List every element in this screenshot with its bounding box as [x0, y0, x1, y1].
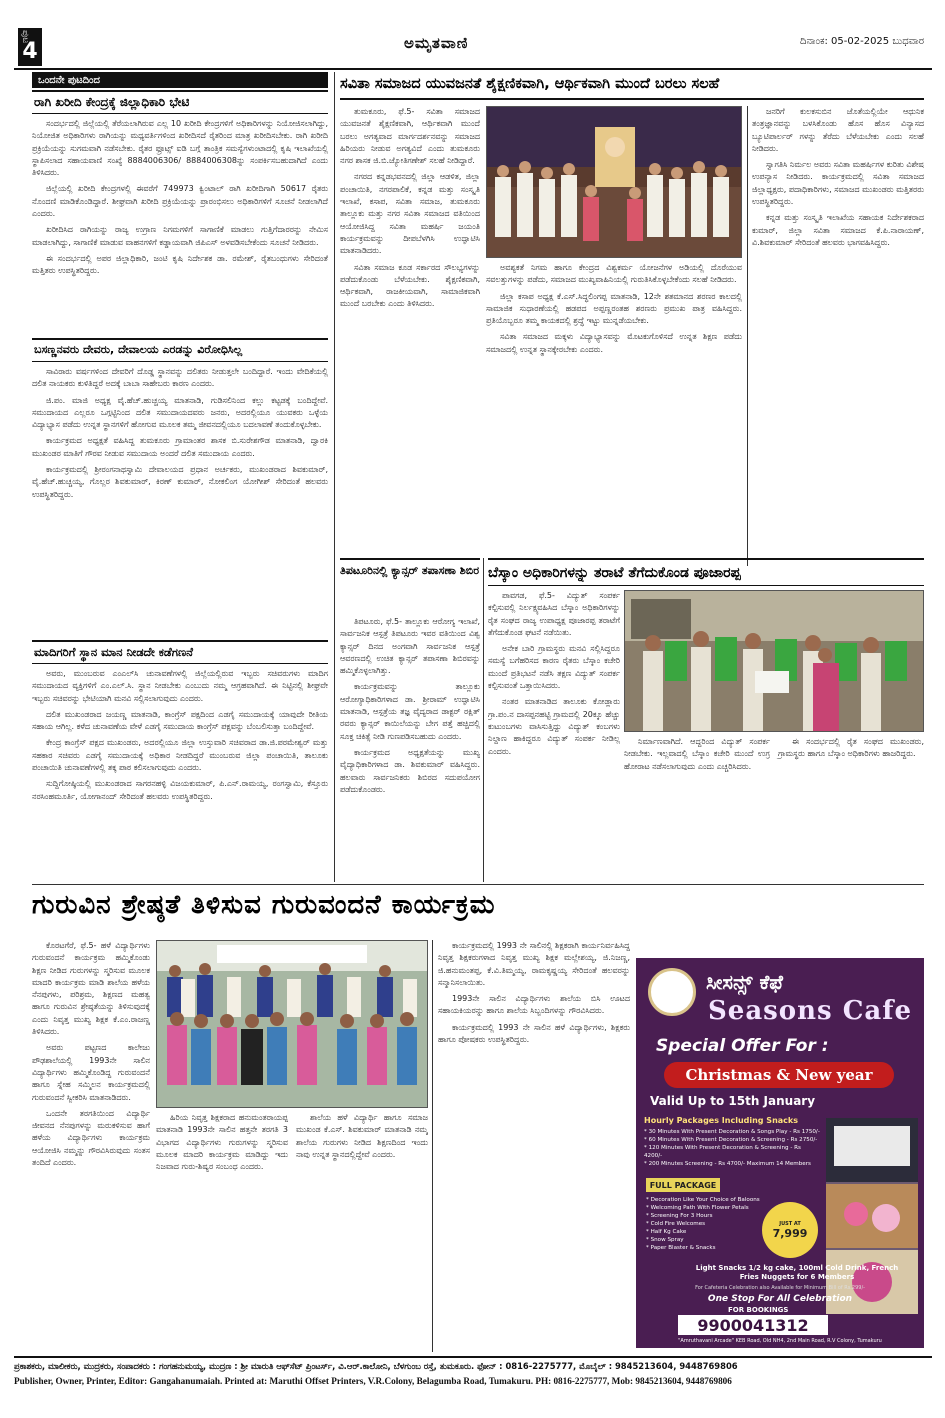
- paragraph: ಅವಶ್ಯಕತೆ ನಿಗಮ ಹಾಗೂ ಕೇಂದ್ರದ ವಿಶ್ವಕರ್ಮ ಯೋಜನೆಗಳ ಅಡಿಯಲ್ಲಿ ದೊರೆಯುವ ಸವಲತ್ತುಗಳನ್ನು ಪಡೆದು, ಸಮಾಜದ ಮುಖ್ಯವಾಹಿನಿಯಲ್ಲಿ ಗುರುತಿಸಿಕೊಳ್ಳಬೇಕೆಂದು ಸಲಹೆ ನೀಡಿದರು.: [486, 263, 742, 285]
- guru-body-right: [438, 940, 630, 1352]
- ad-address: "Amruthavani Arcade" KEB Road, Old NH4, 2nd Main Road, R.V Colony, Tumakuru: [678, 1338, 882, 1344]
- ad-full-item: * Snow Spray: [646, 1237, 684, 1243]
- ad-cafeteria-note: For Cafeteria Celebration also Available for Minimum Bill of Rs.299/-: [695, 1285, 865, 1291]
- paragraph: ಕನ್ನಡ ಮತ್ತು ಸಂಸ್ಕೃತಿ ಇಲಾಖೆಯ ಸಹಾಯಕ ನಿರ್ದೇಶಕರಾದ ಕುಮಾರ್, ಜಿಲ್ಲಾ ಸವಿತಾ ಸಮಾಜದ ಕೆ.ಪಿ.ನಾರಾಯಣ್, ವಿ.ಶಿವಕುಮಾರ್ ಸೇರಿದಂತೆ ಹಲವರು ಭಾಗವಹಿಸಿದ್ದರು.: [752, 213, 924, 247]
- basanna-body: [32, 366, 328, 638]
- ad-package-item: * 200 Minutes Screening - Rs 4700/- Maximum 14 Members: [644, 1161, 811, 1167]
- paragraph: ಅನೇಕ ಬಾರಿ ಗ್ರಾಮಸ್ಥರು ಮನವಿ ಸಲ್ಲಿಸಿದ್ದರೂ ಸಮಸ್ಯೆ ಬಗೆಹರಿಸದ ಕಾರಣ ರೈತರು ಬೆಸ್ಕಾಂ ಕಚೇರಿ ಮುಂದೆ ಪ್ರತಿಭಟನೆ ನಡೆಸಿ ತಕ್ಷಣ ವಿದ್ಯುತ್ ಸಂಪರ್ಕ ಕಲ್ಪಿಸುವಂತೆ ಒತ್ತಾಯಿಸಿದರು.: [488, 644, 620, 691]
- paragraph: ಜಿಲ್ಲಾ ಕಸಾಪ ಅಧ್ಯಕ್ಷ ಕೆ.ಎಸ್.ಸಿದ್ಧಲಿಂಗಪ್ಪ ಮಾತನಾಡಿ, 12ನೇ ಶತಮಾನದ ಶರಣರ ಕಾಲದಲ್ಲಿ ಸಾಮಾಜಿಕ ಸುಧಾರಣೆಯಲ್ಲಿ ಹಡಪದ ಅಪ್ಪಣ್ಣರಂತಹ ಶರಣರು ಪ್ರಮುಖ ಪಾತ್ರ ವಹಿಸಿದ್ದರು. ಪ್ರತಿಯೊಬ್ಬರೂ ತಮ್ಮ ಕಾಯಕದಲ್ಲಿ ಶ್ರದ್ಧೆ ಇಟ್ಟು ಮುನ್ನಡೆಯಬೇಕು.: [486, 291, 742, 326]
- paragraph: ಸಂದರ್ಭದಲ್ಲಿ ಜಿಲ್ಲೆಯಲ್ಲಿ ತೆರೆಯಲಾಗಿರುವ ಎಲ್ಲ 10 ಖರೀದಿ ಕೇಂದ್ರಗಳಿಗೆ ಅಧಿಕಾರಿಗಳನ್ನು ನಿಯೋಜಿಸಲಾಗಿದ್ದು, ನಿಯೋಜಿತ ಅಧಿಕಾರಿಗಳು ರಾಗಿಯನ್ನು ಮಧ್ಯವರ್ತಿಗಳಿಂದ ಖರೀದಿಸದೆ ರೈತರಿಂದ ಮಾತ್ರ ಖರೀದಿಸಬೇಕು. ರಾಗಿ ಖರೀದಿ ಪ್ರಕ್ರಿಯೆಯನ್ನು ಸುಗಮವಾಗಿ ನಡೆಸಬೇಕು. ರೈತರ ಫ್ರೂಟ್ಸ್ ಐಡಿ ಬಗ್ಗೆ ತಾಂತ್ರಿಕ ಸಮಸ್ಯೆಗಳುಂಟಾದಲ್ಲಿ ಕೃಷಿ ಇಲಾಖೆಯಲ್ಲಿ ಸ್ಥಾಪಿಸಲಾದ ಸಹಾಯವಾಣಿ ಸಂಖ್ಯೆ 8884006306/ 8884006308ನ್ನು ಸಂಪರ್ಕಿಸಬಹುದಾಗಿದೆ ಎಂದು ತಿಳಿಸಿದರು.: [32, 119, 328, 178]
- savitha-body-mid: [486, 262, 742, 554]
- ad-price-badge: [762, 1202, 818, 1258]
- seasons-cafe-ad: [636, 958, 924, 1348]
- paragraph: ಸುದ್ದಿಗೋಷ್ಠಿಯಲ್ಲಿ ಮುಖಂಡರಾದ ಸಾಗರನಹಳ್ಳಿ ವಿಜಯಕುಮಾರ್, ಪಿ.ಎನ್.ರಾಮಯ್ಯ, ರಂಗಸ್ವಾಮಿ, ಕೆಸ್ತೂರು ನರಸಿಂಹಮೂರ್ತಿ, ಯೋಗಾನಂದ್ ಸೇರಿದಂತೆ ಹಲವರು ಉಪಸ್ಥಿತರಿದ್ದರು.: [32, 779, 328, 801]
- continued-kicker: [32, 72, 328, 88]
- column-divider: [483, 558, 484, 882]
- bescom-body-right: [624, 736, 924, 882]
- paragraph: ಅವರು ಪಟ್ಟಣದ ಕಾಲೇಜು ಪೌಢಶಾಲೆಯಲ್ಲಿ 1993ನೇ ಸಾಲಿನ ವಿದ್ಯಾರ್ಥಿಗಳು ಹಮ್ಮಿಕೊಂಡಿದ್ದ ಗುರುವಂದನೆ ಹಾಗೂ ಸ್ನೇಹ ಸಮ್ಮಿಲನ ಕಾರ್ಯಕ್ರಮದಲ್ಲಿ ಗುರುವಂದನೆ ಸ್ವೀಕರಿಸಿ ಮಾತನಾಡಿದರು.: [32, 1043, 150, 1102]
- paragraph: ಶಾಲೆಯ ಹಳೆ ವಿದ್ಯಾರ್ಥಿ ಹಾಗೂ ಸಮಾಜ ಮುಖಂಡ ಕೆ.ಎಸ್. ಶಿವಕುಮಾರ್ ಮಾತನಾಡಿ ನಮ್ಮ ಶಾಲೆಯ ಗುರುಗಳು ನೀಡಿದ ಶಿಕ್ಷಣದಿಂದ ಇಂದು ನಾವು ಉನ್ನತ ಸ್ಥಾನದಲ್ಲಿದ್ದೇವೆ ಎಂದರು.: [296, 1113, 428, 1159]
- ragi-headline-box: [32, 90, 328, 114]
- paragraph: ಕಾರ್ಯಕ್ರಮದ ಅಧ್ಯಕ್ಷತೆಯನ್ನು ಮುಖ್ಯ ವೈದ್ಯಾಧಿಕಾರಿಗಳಾದ ಡಾ. ಶಿವಕುಮಾರ್ ವಹಿಸಿದ್ದರು. ಹಲವಾರು ಸಾರ್ವಜನಿಕರು ಶಿಬಿರದ ಸದುಪಯೋಗ ಪಡೆದುಕೊಂಡರು.: [340, 747, 480, 794]
- paragraph: ಈ ಸಂದರ್ಭದಲ್ಲಿ ರೈತ ಸಂಘದ ಮುಖಂಡರು, ಗ್ರಾಮಸ್ಥರು ಹಾಗೂ ಬೆಸ್ಕಾಂ ಅಧಿಕಾರಿಗಳು ಹಾಜರಿದ್ದರು.: [778, 737, 924, 759]
- section-rule: [32, 884, 924, 885]
- basanna-headline: ಬಸಣ್ಣನವರು ದೇವರು, ದೇವಾಲಯ ಎರಡನ್ನು ವಿರೋಧಿಸಿಲ್ಲ: [34, 343, 243, 356]
- madiga-headline: ಮಾದಿಗರಿಗೆ ಸ್ಥಾನ ಮಾನ ನೀಡದೇ ಕಡೆಗಣನೆ: [34, 645, 193, 659]
- guru-body-left: [32, 940, 150, 1352]
- paragraph: ಸ್ವಾಗತಿಸಿ ನಿರ್ಮಲ ಅವರು ಸವಿತಾ ಮಹರ್ಷಿಗಳ ಕುರಿತು ವಿಶೇಷ ಉಪನ್ಯಾಸ ನೀಡಿದರು. ಕಾರ್ಯಕ್ರಮದಲ್ಲಿ ಸವಿತಾ ಸಮಾಜದ ಜಿಲ್ಲಾಧ್ಯಕ್ಷರು, ಪದಾಧಿಕಾರಿಗಳು, ಸಮಾಜದ ಮುಖಂಡರು ಮತ್ತಿತರರು ಉಪಸ್ಥಿತರಿದ್ದರು.: [752, 160, 924, 207]
- bescom-headline-box: [488, 558, 924, 586]
- newspaper-page: [14, 20, 932, 1412]
- cafe-logo-icon: [648, 968, 696, 1016]
- ad-full-package-title: FULL PACKAGE: [646, 1178, 720, 1192]
- bescom-body-left: [488, 590, 620, 882]
- ad-packages-title: Hourly Packages Including Snacks: [644, 1116, 798, 1125]
- guru-body-mid: [156, 1112, 428, 1352]
- paragraph: ಕಾರ್ಯಕ್ರಮದಲ್ಲಿ 1993 ನೇ ಸಾಲಿನಲ್ಲಿ ಶಿಕ್ಷಕರಾಗಿ ಕಾರ್ಯನಿರ್ವಹಿಸಿದ್ದ ನಿವೃತ್ತ ಶಿಕ್ಷಕರುಗಳಾದ ನಿವೃತ್ತ ಮುಖ್ಯ ಶಿಕ್ಷಕ ಮಲ್ಲೇಶಯ್ಯ, ಜಿ.ನಿಜಣ್ಣ, ಜಿ.ಹನುಮಂತಪ್ಪ, ಕೆ.ವಿ.ತಿಮ್ಮಯ್ಯ, ರಾಮಕೃಷ್ಣಯ್ಯ ಸೇರಿದಂತೆ ಹಲವರನ್ನು ಸನ್ಮಾನಿಸಲಾಯಿತು.: [438, 941, 630, 987]
- madiga-body: [32, 668, 328, 880]
- guru-headline: ಗುರುವಿನ ಶ್ರೇಷ್ಠತೆ ತಿಳಿಸುವ ಗುರುವಂದನೆ ಕಾರ್ಯಕ್ರಮ: [32, 890, 496, 920]
- madiga-headline-box: [32, 640, 328, 664]
- paragraph: ಕೇಂದ್ರ ಕಾಂಗ್ರೆಸ್ ಪಕ್ಷದ ಮುಖಂಡರು, ಅದರಲ್ಲಿಯೂ ಜಿಲ್ಲಾ ಉಸ್ತುವಾರಿ ಸಚಿವರಾದ ಡಾ.ಜಿ.ಪರಮೇಶ್ವರ್ ಮತ್ತು ಸಹಕಾರ ಸಚಿವರು ಎಡಗೈ ಸಮುದಾಯಕ್ಕೆ ಅಧಿಕಾರ ನೀಡದಿದ್ದರೆ ಮುಂಬರುವ ಜಿಲ್ಲಾ ಪಂಚಾಯಿತಿ, ತಾಲೂಕು ಪಂಚಾಯಿತಿ ಚುನಾವಣೆಗಳಲ್ಲಿ ತಕ್ಕ ಪಾಠ ಕಲಿಸಲಾಗುವುದು ಎಂದರು.: [32, 738, 328, 773]
- paragraph: ನಿರ್ಮಾಣವಾಗಿದೆ. ಆದ್ದರಿಂದ ವಿದ್ಯುತ್ ಸಂಪರ್ಕ ನೀಡಬೇಕು. ಇಲ್ಲವಾದಲ್ಲಿ ಬೆಸ್ಕಾಂ ಕಚೇರಿ ಮುಂದೆ ಉಗ್ರ ಹೋರಾಟ ನಡೆಸಲಾಗುವುದು ಎಂದು ಎಚ್ಚರಿಸಿದರು.: [624, 737, 770, 771]
- ad-validity: Valid Up to 15th January: [650, 1094, 816, 1108]
- savitha-event-photo: [486, 106, 742, 258]
- ad-tagline: One Stop For All Celebration: [707, 1294, 853, 1304]
- ad-full-item: * Decoration Like Your Choice of Baloons: [646, 1197, 760, 1203]
- paragraph: ಹಿರಿಯ ನಿವೃತ್ತ ಶಿಕ್ಷಕರಾದ ಹನುಮಂತರಾಯಪ್ಪ ಮಾತನಾಡಿ 1993ನೇ ಸಾಲಿನ ಹತ್ತನೇ ತರಗತಿ 3 ವಿಭಾಗದ ವಿದ್ಯಾರ್ಥಿಗಳು ಗುರುಗಳನ್ನು ಸ್ಮರಿಸುವ ಮೂಲಕ ಮಾದರಿ ಕಾರ್ಯಕ್ರಮ ಮಾಡಿದ್ದು ಇದು ನಿಜವಾದ ಗುರು-ಶಿಷ್ಯರ ಸಂಬಂಧ ಎಂದರು.: [156, 1113, 288, 1172]
- paragraph: ಒಂದನೇ ತರಗತಿಯಿಂದ ವಿದ್ಯಾರ್ಥಿ ಜೀವನದ ನೆನಪುಗಳನ್ನು ಮರುಕಳಿಸುವ ಹಾಗೆ ಹಳೆಯ ವಿದ್ಯಾರ್ಥಿಗಳು ಕಾರ್ಯಕ್ರಮ ಆಯೋಜಿಸಿ ನಮ್ಮನ್ನು ಗೌರವಿಸಿರುವುದು ಸಂತಸ ತಂದಿದೆ ಎಂದರು.: [32, 1108, 150, 1168]
- page-number: 4: [22, 39, 38, 64]
- ad-full-item: * Welcoming Path With Flower Petals: [646, 1205, 749, 1211]
- paragraph: ಕಾರ್ಯಕ್ರಮದ ಅಧ್ಯಕ್ಷತೆ ವಹಿಸಿದ್ದ ತುಮಕೂರು ಗ್ರಾಮಾಂತರ ಶಾಸಕ ಬಿ.ಸುರೇಶಗೌಡ ಮಾತನಾಡಿ, ದ್ವಾರಕಿ ಮುಖಂಡರ ಮಾತಿಗೆ ಗೌರವ ನೀಡುವ ಸಮುದಾಯ ಅಂದರೆ ದಲಿತ ಸಮುದಾಯ ಎಂದರು.: [32, 436, 328, 458]
- ad-package-item: * 60 Minutes With Present Decoration & Screening - Rs 2750/-: [644, 1137, 818, 1143]
- ad-full-item: * Paper Blaster & Snacks: [646, 1245, 716, 1251]
- imprint-footer: [14, 1356, 932, 1386]
- savitha-body-right: [752, 106, 924, 572]
- column-divider: [747, 106, 748, 566]
- paragraph: 1993ನೇ ಸಾಲಿನ ವಿದ್ಯಾರ್ಥಿಗಳು ಶಾಲೆಯ ಬಿಸಿ ಊಟದ ಸಹಾಯಕಿಯರನ್ನು ಹಾಗೂ ಶಾಲೆಯ ಸಿಬ್ಬಂದಿಗಳನ್ನು ಗೌರವಿಸಿದರು.: [438, 994, 630, 1016]
- imprint-english: Publisher, Owner, Printer, Editor: Gangahanumaiah. Printed at: Maruthi Offset Printers, V.R.Colony, Belagumba Road, Tumakuru. PH: 0816-2275777, Mob: 9845213604, 9448769806: [14, 1376, 732, 1386]
- cancer-headline: ತಿಪಟೂರಿನಲ್ಲಿ ಕ್ಯಾನ್ಸರ್ ತಪಾಸಣಾ ಶಿಬಿರ: [340, 564, 480, 577]
- ad-bookings-label: FOR BOOKINGS: [728, 1306, 789, 1314]
- paragraph: ಜಿ.ಪಂ. ಮಾಜಿ ಅಧ್ಯಕ್ಷ ವೈ.ಹೆಚ್.ಹುಚ್ಚಯ್ಯ ಮಾತನಾಡಿ, ಗುಡಿಸಲಿನಿಂದ ಕಲ್ಲು ಕಟ್ಟಡಕ್ಕೆ ಬಂದಿದ್ದೇವೆ. ಸಮುದಾಯದ ಎಲ್ಲರೂ ಒಗ್ಗಟ್ಟಿನಿಂದ ದಲಿತ ಸಮುದಾಯದವರು ಜನರು, ಅದರಲ್ಲಿಯೂ ಯುವಕರು ಒಳ್ಳೆಯ ವಿದ್ಯಾಭ್ಯಾಸ ಪಡೆದು ಉನ್ನತ ಸ್ಥಾನಗಳಿಗೆ ಹೋಗುವ ಮೂಲಕ ತಮ್ಮ ಜೀವನದಲ್ಲಿಯೂ ಬದಲಾವಣೆ ತಂದುಕೊಳ್ಳಬೇಕು.: [32, 395, 328, 430]
- paragraph: ಅವರು, ಮುಂಬರುವ ಎಂಎಲ್‌ಸಿ ಚುನಾವಣೆಗಳಲ್ಲಿ ಜಿಲ್ಲೆಯಲ್ಲಿರುವ ಇಬ್ಬರು ಸಚಿವರುಗಳು ಮಾದಿಗ ಸಮುದಾಯದ ವ್ಯಕ್ತಿಗಳಿಗೆ ಎಂ.ಎಲ್.ಸಿ. ಸ್ಥಾನ ನೀಡಬೇಕು ಎಂಬುದು ನಮ್ಮ ಆಗ್ರಹವಾಗಿದೆ. ಈ ನಿಟ್ಟಿನಲ್ಲಿ ಶೀಘ್ರವೇ ಇಬ್ಬರು ಸಚಿವರನ್ನು ಭೇಟಿಯಾಗಿ ಮನವಿ ಸಲ್ಲಿಸಲಾಗುವುದು ಎಂದರು.: [32, 669, 328, 703]
- ad-brand-english: Seasons Cafe: [708, 996, 913, 1026]
- ragi-headline: ರಾಗಿ ಖರೀದಿ ಕೇಂದ್ರಕ್ಕೆ ಜಿಲ್ಲಾಧಿಕಾರಿ ಭೇಟಿ: [34, 95, 190, 109]
- masthead: [14, 20, 932, 68]
- guru-group-photo: [156, 940, 428, 1108]
- column-divider: [432, 940, 433, 1352]
- paragraph: ನಂತರ ಮಾತನಾಡಿದ ತಾಲೂಕು ಕೋಡ್ಲಾರು ಗ್ರಾ.ಪಂ.ನ ದಾಸಪ್ಪನಹಟ್ಟಿ ಗ್ರಾಮದಲ್ಲಿ 20ಕ್ಕೂ ಹೆಚ್ಚು ಕುಟುಂಬಗಳು ವಾಸಿಸುತ್ತಿದ್ದು ವಿದ್ಯುತ್ ಕಂಬಗಳು ನಿಲ್ದಾಣ ಹಾಕಿದ್ದರೂ ವಿದ್ಯುತ್ ಸಂಪರ್ಕ ನೀಡಿಲ್ಲ ಎಂದರು.: [488, 697, 620, 756]
- paper-name: ಅಮೃತವಾಣಿ: [404, 34, 469, 52]
- cancer-body: [340, 616, 480, 882]
- ad-full-item: * Cold Fire Welcomes: [646, 1221, 706, 1227]
- dateline: ದಿನಾಂಕ: 05-02-2025 ಬುಧವಾರ: [800, 36, 924, 47]
- ad-full-item: * Screening For 3 Hours: [646, 1213, 713, 1219]
- bescom-protest-photo: [624, 590, 924, 732]
- paragraph: ದಲಿತ ಮುಖಂಡರಾದ ಜಯಣ್ಣ ಮಾತನಾಡಿ, ಕಾಂಗ್ರೆಸ್ ಪಕ್ಷದಿಂದ ಎಡಗೈ ಸಮುದಾಯಕ್ಕೆ ಯಾವುದೇ ರೀತಿಯ ಸಹಾಯ ಆಗಿಲ್ಲ. ಕಳೆದ ಚುನಾವಣೆಯ ವೇಳೆ ಎಡಗೈ ಸಮುದಾಯ ಕಾಂಗ್ರೆಸ್ ಪಕ್ಷವನ್ನು ಬೆಂಬಲಿಸುತ್ತಾ ಬಂದಿದ್ದೇವೆ.: [32, 709, 328, 732]
- guru-headline-box: [32, 886, 924, 934]
- paragraph: ಕೊರಟಗೆರೆ, ಫೆ.5- ಹಳೆ ವಿದ್ಯಾರ್ಥಿಗಳು ಗುರುವಂದನೆ ಕಾರ್ಯಕ್ರಮ ಹಮ್ಮಿಕೊಂಡು ಶಿಕ್ಷಣ ನೀಡಿದ ಗುರುಗಳನ್ನು ಸ್ಮರಿಸುವ ಮೂಲಕ ಮಾದರಿ ಕಾರ್ಯಕ್ರಮ ಮಾಡಿ ಶಾಲೆಯ ಹಳೆಯ ನೆನಪುಗಳು, ಪರಿಶ್ರಮ, ಶಿಕ್ಷಣದ ಮಹತ್ವ ಹಾಗೂ ಗುರುವಿನ ಶ್ರೇಷ್ಠತೆಯನ್ನು ತಿಳಿಸುವುದಕ್ಕೆ ಎಂದು ನಿವೃತ್ತ ಮುಖ್ಯ ಶಿಕ್ಷಕ ಕೆ.ಎಂ.ರಾಜಣ್ಣ ತಿಳಿಸಿದರು.: [32, 941, 150, 1037]
- ad-christmas-banner: Christmas & New year: [664, 1062, 894, 1088]
- paragraph: ತುಮಕೂರು, ಫೆ.5- ಸವಿತಾ ಸಮಾಜದ ಯುವಜನತೆ ಶೈಕ್ಷಣಿಕವಾಗಿ, ಆರ್ಥಿಕವಾಗಿ ಮುಂದೆ ಬರಲು ಅಗತ್ಯವಾದ ಮಾರ್ಗದರ್ಶನವನ್ನು ಸಮಾಜದ ಹಿರಿಯರು ನೀಡುವ ಅಗತ್ಯವಿದೆ ಎಂದು ತುಮಕೂರು ನಗರ ಶಾಸಕ ಜಿ.ಬಿ.ಜ್ಯೋತಿಗಣೇಶ್ ಸಲಹೆ ನೀಡಿದ್ದಾರೆ.: [340, 107, 480, 166]
- paragraph: ಕಾರ್ಯಕ್ರಮವನ್ನು ತಾಲ್ಲೂಕು ಆರೋಗ್ಯಾಧಿಕಾರಿಗಳಾದ ಡಾ. ಶ್ರೀರಾಮ್ ಉದ್ಘಾಟಿಸಿ ಮಾತನಾಡಿ, ಆಸ್ಪತ್ರೆಯ ತಜ್ಞ ವೈದ್ಯರಾದ ಡಾಕ್ಟರ್ ರಕ್ಷಿತ್ ರವರು ಕ್ಯಾನ್ಸರ್ ಕಾಯಿಲೆಯನ್ನು ಬೇಗ ಪತ್ತೆ ಹಚ್ಚಿದಲ್ಲಿ ಸೂಕ್ತ ಚಿಕಿತ್ಸೆ ನೀಡಿ ಗುಣಪಡಿಸಬಹುದು ಎಂದರು.: [340, 682, 480, 741]
- savitha-headline: ಸವಿತಾ ಸಮಾಜದ ಯುವಜನತೆ ಶೈಕ್ಷಣಿಕವಾಗಿ, ಆರ್ಥಿಕವಾಗಿ ಮುಂದೆ ಬರಲು ಸಲಹೆ: [340, 76, 720, 92]
- ad-package-item: * 30 Minutes With Present Decoration & Songs Play - Rs 1750/-: [644, 1129, 820, 1135]
- page-label: ಪುಟ: [20, 30, 30, 44]
- paragraph: ಜನರಿಗೆ ಕುಲಕಸುಬಿನ ಜೊತೆಯಲ್ಲಿಯೇ ಆಧುನಿಕ ತಂತ್ರಜ್ಞಾನವನ್ನು ಬಳಸಿಕೊಂಡು ಹೊಸ ಹೊಸ ವಿನ್ಯಾಸದ ಬ್ಯೂಟಿಪಾರ್ಲರ್ ಗಳನ್ನು ತೆರೆದು ಬೆಳೆಯಬೇಕು ಎಂದು ಸಲಹೆ ನೀಡಿದರು.: [752, 107, 924, 153]
- ragi-body: [32, 118, 328, 336]
- column-divider: [334, 72, 335, 882]
- paragraph: ಖರೀದಿಸಿದ ರಾಗಿಯನ್ನು ರಾಜ್ಯ ಉಗ್ರಾಣ ನಿಗಮಗಳಿಗೆ ಸಾಗಾಣಿಕೆ ಮಾಡಲು ಗುತ್ತಿಗೆದಾರರನ್ನು ನೇಮಿಸ ಮಾಡಲಾಗಿದ್ದು, ಸಾಗಾಣಿಕೆ ಮಾಡುವ ವಾಹನಗಳಿಗೆ ಕಡ್ಡಾಯವಾಗಿ ಜಿಪಿಎಸ್ ಅಳವಡಿಸಬೇಕೆಂದು ಸೂಚನೆ ನೀಡಿದರು.: [32, 225, 328, 247]
- ad-price-label: JUST AT: [779, 1220, 801, 1227]
- ad-brand-kannada: ಸೀಸನ್ಸ್ ಕೆಫೆ: [706, 970, 783, 994]
- paragraph: ನಗರದ ಕನ್ನಡಭವನದಲ್ಲಿ ಜಿಲ್ಲಾ ಆಡಳಿತ, ಜಿಲ್ಲಾ ಪಂಚಾಯಿತಿ, ನಗರಪಾಲಿಕೆ, ಕನ್ನಡ ಮತ್ತು ಸಂಸ್ಕೃತಿ ಇಲಾಖೆ, ಕಸಾಪ, ಸವಿತಾ ಸಮಾಜ, ತುಮಕೂರು ತಾಲ್ಲೂಕು ಮತ್ತು ನಗರ ಸವಿತಾ ಸಮಾಜದ ವತಿಯಿಂದ ಆಯೋಜಿಸಿದ್ದ ಸವಿತಾ ಮಹರ್ಷಿ ಜಯಂತಿ ಕಾರ್ಯಕ್ರಮವನ್ನು ದೀಪಬೆಳಗಿಸಿ ಉದ್ಘಾಟಿಸಿ ಮಾತನಾಡಿದರು.: [340, 172, 480, 256]
- kicker-label: ಒಂದನೇ ಪುಟದಿಂದ: [32, 72, 328, 88]
- ad-cake-offer: Light Snacks 1/2 kg cake, 100ml Cold Drink, French Fries Nuggets for 6 Members: [695, 1264, 899, 1281]
- paragraph: ತಿಪಟೂರು, ಫೆ.5- ತಾಲ್ಲೂಕು ಆರೋಗ್ಯ ಇಲಾಖೆ, ಸಾರ್ವಜನಿಕ ಆಸ್ಪತ್ರೆ ತಿಪಟೂರು ಇವರ ವತಿಯಿಂದ ವಿಶ್ವ ಕ್ಯಾನ್ಸರ್ ದಿನದ ಅಂಗವಾಗಿ ಸಾರ್ವಜನಿಕ ಆಸ್ಪತ್ರೆ ಆವರಣದಲ್ಲಿ ಉಚಿತ ಕ್ಯಾನ್ಸರ್ ತಪಾಸಣಾ ಶಿಬಿರವನ್ನು ಹಮ್ಮಿಕೊಳ್ಳಲಾಗಿತ್ತು.: [340, 617, 480, 676]
- paragraph: ಕಾರ್ಯಕ್ರಮದಲ್ಲಿ 1993 ನೇ ಸಾಲಿನ ಹಳೆ ವಿದ್ಯಾರ್ಥಿಗಳು, ಶಿಕ್ಷಕರು ಹಾಗೂ ಪೋಷಕರು ಉಪಸ್ಥಿತರಿದ್ದರು.: [438, 1022, 630, 1045]
- savitha-headline-box: [340, 70, 924, 100]
- bescom-headline: ಬೆಸ್ಕಾಂ ಅಧಿಕಾರಿಗಳನ್ನು ತರಾಟೆ ತೆಗೆದುಕೊಂಡ ಪೂಜಾರಪ್ಪ: [488, 565, 741, 581]
- paragraph: ಸಾವಿರಾರು ವರ್ಷಗಳಿಂದ ದೇವರಿಗೆ ದೊಡ್ಡ ಸ್ಥಾನವನ್ನು ದಲಿತರು ನೀಡುತ್ತಲೇ ಬಂದಿದ್ದಾರೆ. ಇಂದು ವೇದಿಕೆಯಲ್ಲಿ ದಲಿತ ನಾಯಕರು ಕುಳಿತಿದ್ದರೆ ಅದಕ್ಕೆ ಬಾಬಾ ಸಾಹೇಬರು ಕಾರಣ ಎಂದರು.: [32, 367, 328, 389]
- savitha-body-left: [340, 106, 480, 554]
- paragraph: ಸವಿತಾ ಸಮಾಜದ ಮಕ್ಕಳು ವಿದ್ಯಾಭ್ಯಾಸವನ್ನು ಮೊಟಕುಗೊಳಿಸದೆ ಉನ್ನತ ಶಿಕ್ಷಣ ಪಡೆದು ಸಮಾಜದಲ್ಲಿ ಉನ್ನತ ಸ್ಥಾನಕ್ಕೇರಬೇಕು ಎಂದರು.: [486, 332, 742, 354]
- ad-special-offer: Special Offer For :: [656, 1036, 829, 1056]
- paragraph: ಜಿಲ್ಲೆಯಲ್ಲಿ ಖರೀದಿ ಕೇಂದ್ರಗಳಲ್ಲಿ ಈವರೆಗೆ 749973 ಕ್ವಿಂಟಾಲ್ ರಾಗಿ ಖರೀದಿಗಾಗಿ 50617 ರೈತರು ನೊಂದಣಿ ಮಾಡಿಕೊಂಡಿದ್ದಾರೆ. ಶೀಘ್ರವಾಗಿ ಖರೀದಿ ಪ್ರಕ್ರಿಯೆಯನ್ನು ಪ್ರಾರಂಭಿಸಲು ಅಧಿಕಾರಿಗಳಿಗೆ ಸೂಚನೆ ನೀಡಲಾಗಿದೆ ಎಂದರು.: [32, 184, 328, 219]
- basanna-headline-box: [32, 338, 328, 362]
- paragraph: ಈ ಸಂದರ್ಭದಲ್ಲಿ ಅಪರ ಜಿಲ್ಲಾಧಿಕಾರಿ, ಜಂಟಿ ಕೃಷಿ ನಿರ್ದೇಶಕ ಡಾ. ರಮೇಶ್, ರೈತಬಂಧುಗಳು ಸೇರಿದಂತೆ ಮತ್ತಿತರು ಉಪಸ್ಥಿತರಿದ್ದರು.: [32, 253, 328, 276]
- paragraph: ಸವಿತಾ ಸಮಾಜ ಕೂಡ ಸರ್ಕಾರದ ಸೌಲಭ್ಯಗಳನ್ನು ಪಡೆದುಕೊಂಡು ಬೆಳೆಯಬೇಕು. ಶೈಕ್ಷಣಿಕವಾಗಿ, ಆರ್ಥಿಕವಾಗಿ, ರಾಜಕೀಯವಾಗಿ, ಸಾಮಾಜಿಕವಾಗಿ ಮುಂದೆ ಬರಬೇಕು ಎಂದು ತಿಳಿಸಿದರು.: [340, 262, 480, 309]
- ad-price: 7,999: [772, 1226, 808, 1240]
- ad-phone-number: 9900041312: [678, 1315, 828, 1335]
- ad-package-item: * 120 Minutes With Present Decoration & Screening - Rs 4200/-: [644, 1145, 801, 1159]
- paragraph: ಪಾವಗಡ, ಫೆ.5- ವಿದ್ಯುತ್ ಸಂಪರ್ಕ ಕಲ್ಪಿಸುವಲ್ಲಿ ನಿರ್ಲಕ್ಷ್ಯವಹಿಸಿದ ಬೆಸ್ಕಾಂ ಅಧಿಕಾರಿಗಳನ್ನು ರೈತ ಸಂಘದ ರಾಜ್ಯ ಉಪಾಧ್ಯಕ್ಷ ಪೂಜಾರಪ್ಪ ತರಾಟೆಗೆ ತೆಗೆದುಕೊಂಡ ಘಟನೆ ನಡೆಯಿತು.: [488, 591, 620, 637]
- cancer-headline-box: [340, 558, 480, 612]
- ad-full-item: * Half Kg Cake: [646, 1229, 687, 1235]
- paragraph: ಕಾರ್ಯಕ್ರಮದಲ್ಲಿ ಶ್ರೀರಂಗನಾಥಸ್ವಾಮಿ ದೇವಾಲಯದ ಪ್ರಧಾನ ಅರ್ಚಕರು, ಮುಖಂಡರಾದ ಶಿವಕುಮಾರ್, ವೈ.ಹೆಚ್.ಹುಚ್ಚಯ್ಯ, ಗೊಲ್ಲರ ಶಿವಕುಮಾರ್, ಕಿರಣ್ ಕುಮಾರ್, ನೋಕಲಿಂಗ ಯೋಗೀಶ್ ಸೇರಿದಂತೆ ಹಲವರು ಉಪಸ್ಥಿತರಿದ್ದರು.: [32, 465, 328, 499]
- ad-packages-list: [644, 1128, 820, 1168]
- imprint-kannada: ಪ್ರಕಾಶಕರು, ಮಾಲೀಕರು, ಮುದ್ರಕರು, ಸಂಪಾದಕರು : ಗಂಗಹನುಮಯ್ಯ, ಮುದ್ರಣ : ಶ್ರೀ ಮಾರುತಿ ಆಫ್‌ಸೆಟ್ ಪ್ರಿಂಟರ್ಸ್, ವಿ.ಆರ್.ಕಾಲೋನಿ, ಬೆಳಗುಂಬ ರಸ್ತೆ, ತುಮಕೂರು. ಫೋನ್ : 0816-2275777, ಮೊಬೈಲ್ : 9845213604, 9448769806: [14, 1361, 738, 1371]
